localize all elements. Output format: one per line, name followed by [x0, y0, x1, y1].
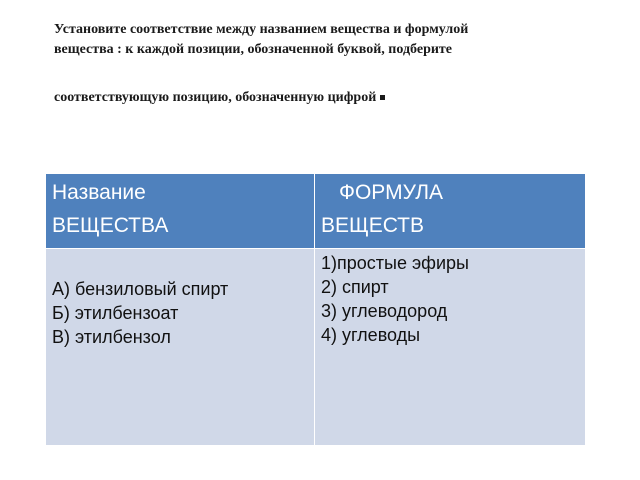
header-col1-line2: ВЕЩЕСТВА	[52, 214, 169, 237]
bullet-square-icon	[380, 95, 385, 100]
table-header-row	[46, 174, 586, 249]
header-col1-line1: Название	[52, 181, 146, 204]
header-substance-name	[46, 174, 315, 249]
task-line-3	[54, 88, 614, 108]
task-line-2: вещества : к каждой позиции, обозначенной буквой, подберите	[54, 42, 453, 57]
header-col2-line2: ВЕЩЕСТВ	[321, 214, 425, 237]
task-line-3-text: соответствующую позицию, обозначенную цифрой	[54, 90, 377, 105]
list-item: 1)простые эфиры	[321, 253, 469, 273]
task-line-1: Установите соответствие между названием вещества и формулой	[54, 22, 469, 37]
list-item: 3) углеводород	[321, 301, 448, 321]
list-item: В) этилбензол	[52, 327, 171, 347]
header-substance-formula	[315, 174, 586, 249]
task-text	[54, 20, 614, 108]
table-body-row	[46, 249, 586, 446]
matching-table	[45, 173, 586, 446]
list-item: А) бензиловый спирт	[52, 279, 229, 299]
list-item: 2) спирт	[321, 277, 389, 297]
classes-cell	[315, 249, 586, 446]
substances-cell	[46, 249, 315, 446]
list-item: 4) углеводы	[321, 325, 421, 345]
list-item: Б) этилбензоат	[52, 303, 179, 323]
header-col2-line1: ФОРМУЛА	[339, 181, 443, 204]
